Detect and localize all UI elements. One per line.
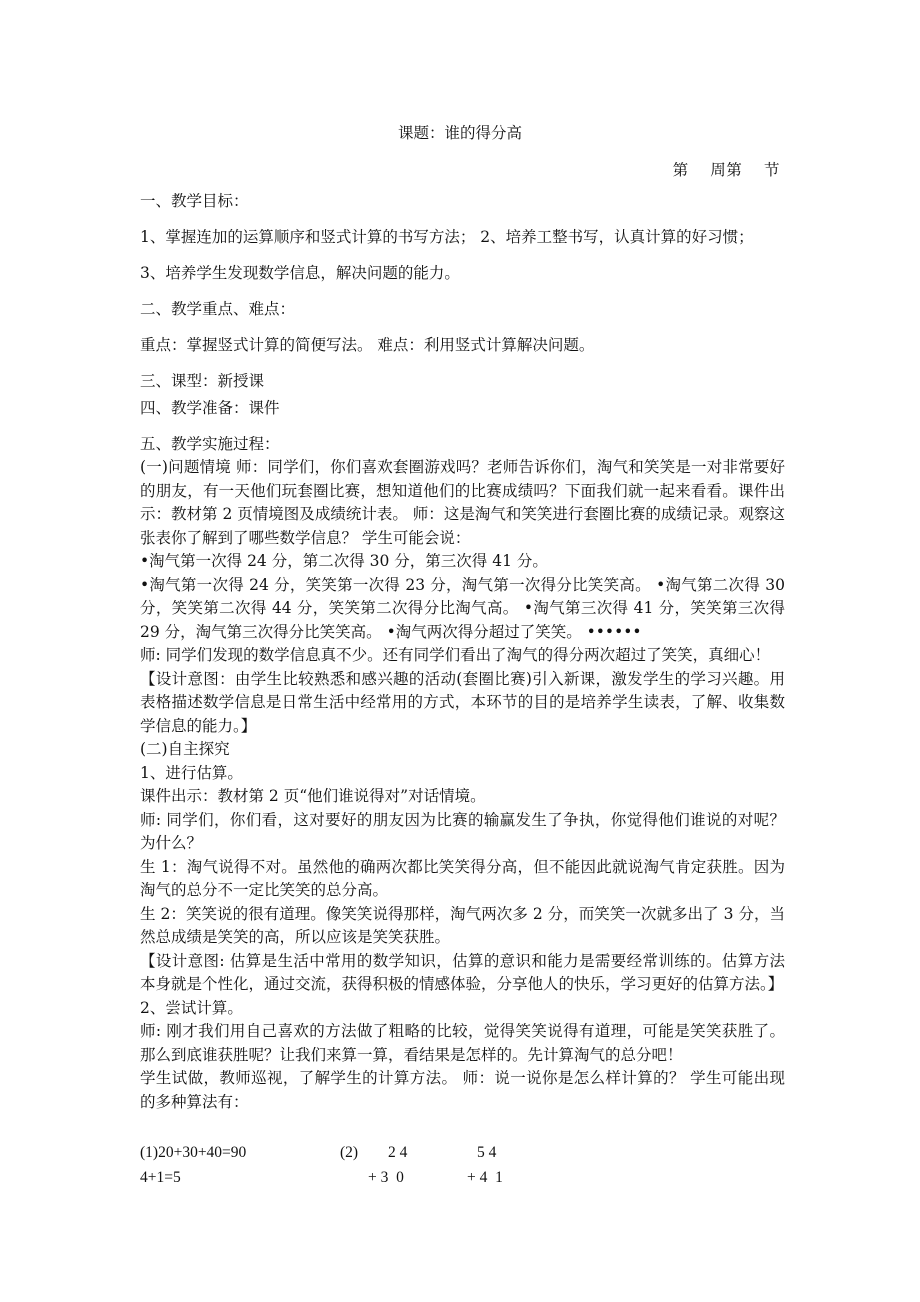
part2-heading: (二)自主探究	[140, 740, 230, 758]
calc-row	[140, 1166, 785, 1190]
student-answer: 生 2：笑笑说的很有道理。像笑笑说得那样，淘气两次多 2 分，而笑笑一次就多出了 3 分，当然总成绩是笑笑的高，所以应该是笑笑获胜。	[140, 904, 785, 946]
design-intent: 【设计意图：由学生比较熟悉和感兴趣的活动(套圈比赛)引入新课，激发学生的学习兴趣。用表格描述数学信息是日常生活中经常用的方式，本环节的目的是培养学生读表，了解、收集数学信息的能力。】	[140, 669, 785, 735]
calc-row	[140, 1141, 785, 1165]
calc-method-1: (1)20+30+40=90	[140, 1144, 247, 1161]
process-heading: 五、教学实施过程：	[140, 434, 280, 453]
students-try: 学生试做，教师巡视，了解学生的计算方法。 师：说一说你是怎么样计算的？ 学生可能出现的多种算法有：	[140, 1069, 785, 1111]
bullet-item: •淘气第一次得 24 分，笑笑第一次得 23 分，淘气第一次得分比笑笑高。 •淘气第二次得 30 分，笑笑第二次得 44 分，笑笑第二次得分比淘气高。 •淘气第三次得 41 分，笑笑第三次得 29 分，淘气第三次得分比笑笑高。 •淘气两次得分超过了笑笑。 ••••••	[140, 575, 785, 641]
teacher-remark: 师: 同学们发现的数学信息真不少。还有同学们看出了淘气的得分两次超过了笑笑，真细心！	[140, 646, 771, 664]
vertical-calc-top: 5 4	[477, 1144, 497, 1161]
page-title: 课题：谁的得分高	[397, 124, 522, 142]
part1-intro: (一)问题情境 师：同学们，你们喜欢套圈游戏吗？老师告诉你们，淘气和笑笑是一对非常要好的朋友，有一天他们玩套圈比赛，想知道他们的比赛成绩吗？下面我们就一起来看看。课件出示：教材第 2 页情境图及成绩统计表。 师：这是淘气和笑笑进行套圈比赛的成绩记录。观察这张表你了解到了哪些数学信息？ 学生可能会说：	[140, 458, 785, 547]
week-period-note: 第 周第 节	[672, 161, 780, 179]
courseware-note: 课件出示：教材第 2 页“他们谁说得对”对话情境。	[140, 787, 486, 805]
design-intent: 【设计意图: 估算是生活中常用的数学知识，估算的意识和能力是需要经常训练的。估算方法本身就是个性化，通过交流，获得积极的情感体验，分享他人的快乐，学习更好的估算方法。】	[140, 951, 785, 993]
vertical-calc-addend: + 3 0	[368, 1169, 404, 1186]
objectives-heading: 一、教学目标：	[140, 192, 249, 210]
teacher-remark: 师: 刚才我们用自己喜欢的方法做了粗略的比较，觉得笑笑说得有道理，可能是笑笑获胜了。那么到底谁获胜呢？让我们来算一算，看结果是怎样的。先计算淘气的总分吧！	[140, 1022, 785, 1064]
step-heading: 2、尝试计算。	[140, 998, 243, 1017]
keypoints-text: 重点：掌握竖式计算的简便写法。 难点：利用竖式计算解决问题。	[140, 336, 595, 354]
keypoints-heading: 二、教学重点、难点：	[140, 300, 296, 318]
student-answer: 生 1：淘气说得不对。虽然他的确两次都比笑笑得分高，但不能因此就说淘气肯定获胜。因为淘气的总分不一定比笑笑的总分高。	[140, 857, 785, 899]
teacher-remark: 师: 同学们，你们看，这对要好的朋友因为比赛的输赢发生了争执，你觉得他们谁说的对呢？为什么？	[140, 810, 785, 852]
preparation: 四、教学准备：课件	[140, 398, 280, 417]
objective-line-1: 1、掌握连加的运算顺序和竖式计算的书写方法； 2、培养工整书写，认真计算的好习惯；	[140, 228, 754, 246]
step-heading: 1、进行估算。	[140, 763, 243, 782]
vertical-calc-top: 2 4	[388, 1144, 408, 1161]
vertical-calc-addend: + 4 1	[467, 1169, 503, 1186]
calc-method-2-label: (2)	[340, 1144, 359, 1161]
calc-method-1-line2: 4+1=5	[140, 1169, 181, 1186]
bullet-item: •淘气第一次得 24 分，第二次得 30 分，第三次得 41 分。	[140, 552, 548, 570]
lesson-type: 三、课型：新授课	[140, 372, 265, 390]
document-body	[140, 190, 785, 1114]
objective-line-2: 3、培养学生发现数学信息，解决问题的能力。	[140, 264, 460, 282]
